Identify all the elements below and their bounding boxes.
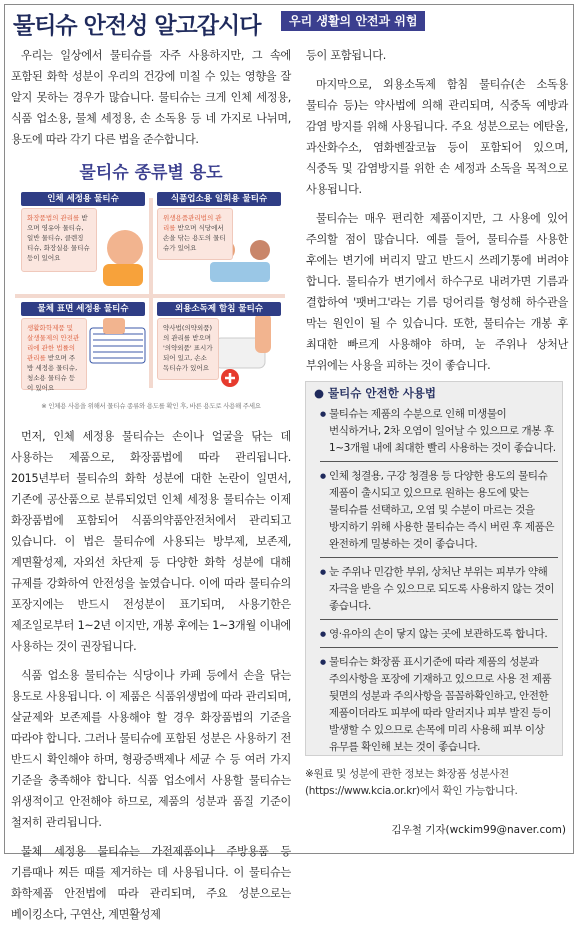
safe-use-box: [305, 381, 563, 756]
paragraph-restaurant: 식품 업소용 물티슈는 식당이나 카페 등에서 손을 닦는 용도로 사용됩니다. 이 제품은 식품위생법에 따라 관리되며, 살균제와 보존제를 사용해야 할 경우 화장품법의 기준을 따라야 합니다. 그러나 물티슈에 포함된 성분은 사용하기 전 반드시 확인해야 하며, 형광증백제나 세균 수 등 여러 가지 기준을 충족해야 합니다. 식품 업소에서 사용할 물티슈는 위생적이고 안전해야 하므로, 제품의 성분과 품질 기준이 철저히 관리됩니다.: [11, 669, 291, 829]
card-law-text: 화장품법의 관리를: [27, 214, 80, 222]
card-desc-text: 받으며 식당에서 손을 닦는 용도의 물티슈가 있어요: [163, 224, 226, 252]
list-item: ● 인체 청결용, 구강 청결용 등 다양한 용도의 물티슈 제품이 출시되고 있으므로 원하는 용도에 맞는 물티슈를 선택하고, 오염 및 수분이 마르는 것을 방지하기 위해 사용한 물티슈는 즉시 버린 후 제품은 완전하게 밀봉하는 것이 좋습니다.: [320, 468, 558, 558]
paragraph-body-cleansing: 먼저, 인체 세정용 물티슈는 손이나 얼굴을 닦는 데 사용하는 제품으로, 화장품법에 따라 관리됩니다. 2015년부터 물티슈의 화학 성분에 대한 논란이 일면서, 기존에 공산품으로 분류되었던 인체 세정용 물티슈는 이제 화장품법에 포함되어 식품의약품안전처에서 관리되고 있습니다. 이 법은 물티슈에 사용되는 방부제, 보존제, 계면활성제, 자외선 차단제 등 다양한 화학 성분에 대해 규제를 강화하여 안전성을 높였습니다. 이에 따라 물티슈의 포장지에는 반드시 전성분이 표기되며, 사용기한은 제조일로부터 1~2년 이지만, 개봉 후에는 1~3개월 이내에 사용하는 것이 권장됩니다.: [11, 430, 291, 653]
intro-paragraph: 우리는 일상에서 물티슈를 자주 사용하지만, 그 속에 포함된 화학 성분이 우리의 건강에 미칠 수 있는 영향을 잘 알지 못하는 경우가 많습니다. 물티슈는 크게 인체 세정용, 식품 업소용, 물체 세정용, 손 소독용 등 네 가지로 나뉘며, 용도에 따라 각기 다른 법을 준수합니다.: [11, 49, 291, 146]
safe-use-list: [320, 406, 558, 766]
right-column: [306, 45, 568, 376]
paragraph-disinfectant: 마지막으로, 외용소독제 함침 물티슈(손 소독용 물티슈 등)는 약사법에 의해 관리되며, 식중독 예방과 감염 방지를 위해 사용됩니다. 주요 성분으로는 에탄올, 과산화수소, 염화벤잘코늄 등이 포함되어 있으며, 식중독 및 감염방지를 위한 손 세정과 소독을 목적으로 사용됩니다.: [306, 78, 568, 196]
list-item: ● 물티슈는 제품의 수분으로 인해 미생물이 번식하거나, 2차 오염이 일어날 수 있으므로 개봉 후 1~3개월 내에 최대한 빨리 사용하는 것이 좋습니다.: [320, 406, 558, 462]
infographic-caption: ※ 인체용 사용을 위해서 물티슈 종류와 용도를 확인 후, 바른 용도로 사용해 주세요: [41, 402, 261, 410]
infographic-title: 물티슈 종류별 용도: [79, 163, 223, 183]
card-desc-text: 약사법(의약외품)의 관리를 받으며 '의약외품' 표시가 되어 있고, 손소독티슈가 있어요: [163, 324, 213, 372]
card-law-text: 생활화학제품 및 살생물제의 안전관리에 관한 법률의 관리를: [27, 324, 80, 362]
card-head-restaurant: 식품업소용 일회용 물티슈: [157, 192, 281, 206]
header: [5, 5, 573, 39]
card-body-disinfectant: [157, 318, 219, 380]
card-law-text: 위생용품관리법의 관리를: [163, 214, 222, 232]
article-title: 물티슈 안전성 알고갑시다: [13, 13, 261, 39]
card-desc-text: 받으며 영유아 물티슈, 일반 물티슈, 클렌징 티슈, 화장실용 물티슈 등이 있어요: [27, 214, 90, 262]
card-head-surface: 물체 표면 세정용 물티슈: [21, 302, 145, 316]
card-body-surface: [21, 318, 87, 390]
list-item: ● 눈 주위나 민감한 부위, 상처난 부위는 피부가 약해 자극을 받을 수 있으므로 되도록 사용하지 않는 것이 좋습니다.: [320, 564, 558, 620]
paragraph-caution: 물티슈는 매우 편리한 제품이지만, 그 사용에 있어 주의할 점이 많습니다. 예를 들어, 물티슈를 사용한 후에는 변기에 버리지 말고 반드시 쓰레기통에 버려야 합니다. 물티슈가 변기에서 하수구로 내려가면 기름과 결합하여 '팻버그'라는 기름 덩어리를 형성해 하수관을 막는 원인이 될 수 있습니다. 또한, 물티슈는 개봉 후 최대한 빠르게 사용해야 하며, 눈 주위나 상처난 부위에는 사용을 피하는 것이 좋습니다.: [306, 212, 568, 372]
paragraph-continued: 등이 포함됩니다.: [306, 49, 387, 62]
infographic: [15, 188, 285, 398]
left-body: [11, 426, 291, 925]
byline: 김우철 기자(wckim99@naver.com): [391, 824, 566, 836]
list-item: ● 물티슈는 화장품 표시기준에 따라 제품의 성분과 주의사항을 포장에 기재하고 있으므로 사용 전 제품 뒷면의 성분과 주의사항을 꼼꼼하확인하고, 안전한 제품이더라도 피부에 따라 알러지나 피부 발진 등이 발생할 수 있으므로 손목에 미리 사용해 피부 이상 유무를 확인해 보는 것이 좋습니다.: [320, 654, 558, 760]
card-head-disinfectant: 외용소독제 함침 물티슈: [157, 302, 281, 316]
card-body-restaurant: [157, 208, 233, 260]
card-head-body-cleansing: 인체 세정용 물티슈: [21, 192, 145, 206]
source-note: ※원료 및 성분에 관한 정보는 화장품 성분사전 (https://www.kcia.or.kr)에서 확인 가능합니다.: [305, 768, 518, 797]
left-column: [11, 45, 291, 925]
list-item: ● 영·유아의 손이 닿지 않는 곳에 보관하도록 합니다.: [320, 626, 558, 648]
card-desc-text: 받으며 주방 세정용 물티슈, 청소용 물티슈 등이 있어요: [27, 354, 78, 392]
safe-use-title: ● 물티슈 안전한 사용법: [314, 386, 437, 400]
card-body-cleansing: [21, 208, 97, 272]
section-tag: 우리 생활의 안전과 위험: [281, 11, 425, 31]
paragraph-surface: 물체 세정용 물티슈는 가전제품이나 주방용품 등 기름때나 찌든 때를 제거하는 데 사용됩니다. 이 물티슈는 화학제품 안전법에 따라 관리되며, 주요 성분으로는 베이킹소다, 구연산, 계면활성제: [11, 845, 291, 921]
